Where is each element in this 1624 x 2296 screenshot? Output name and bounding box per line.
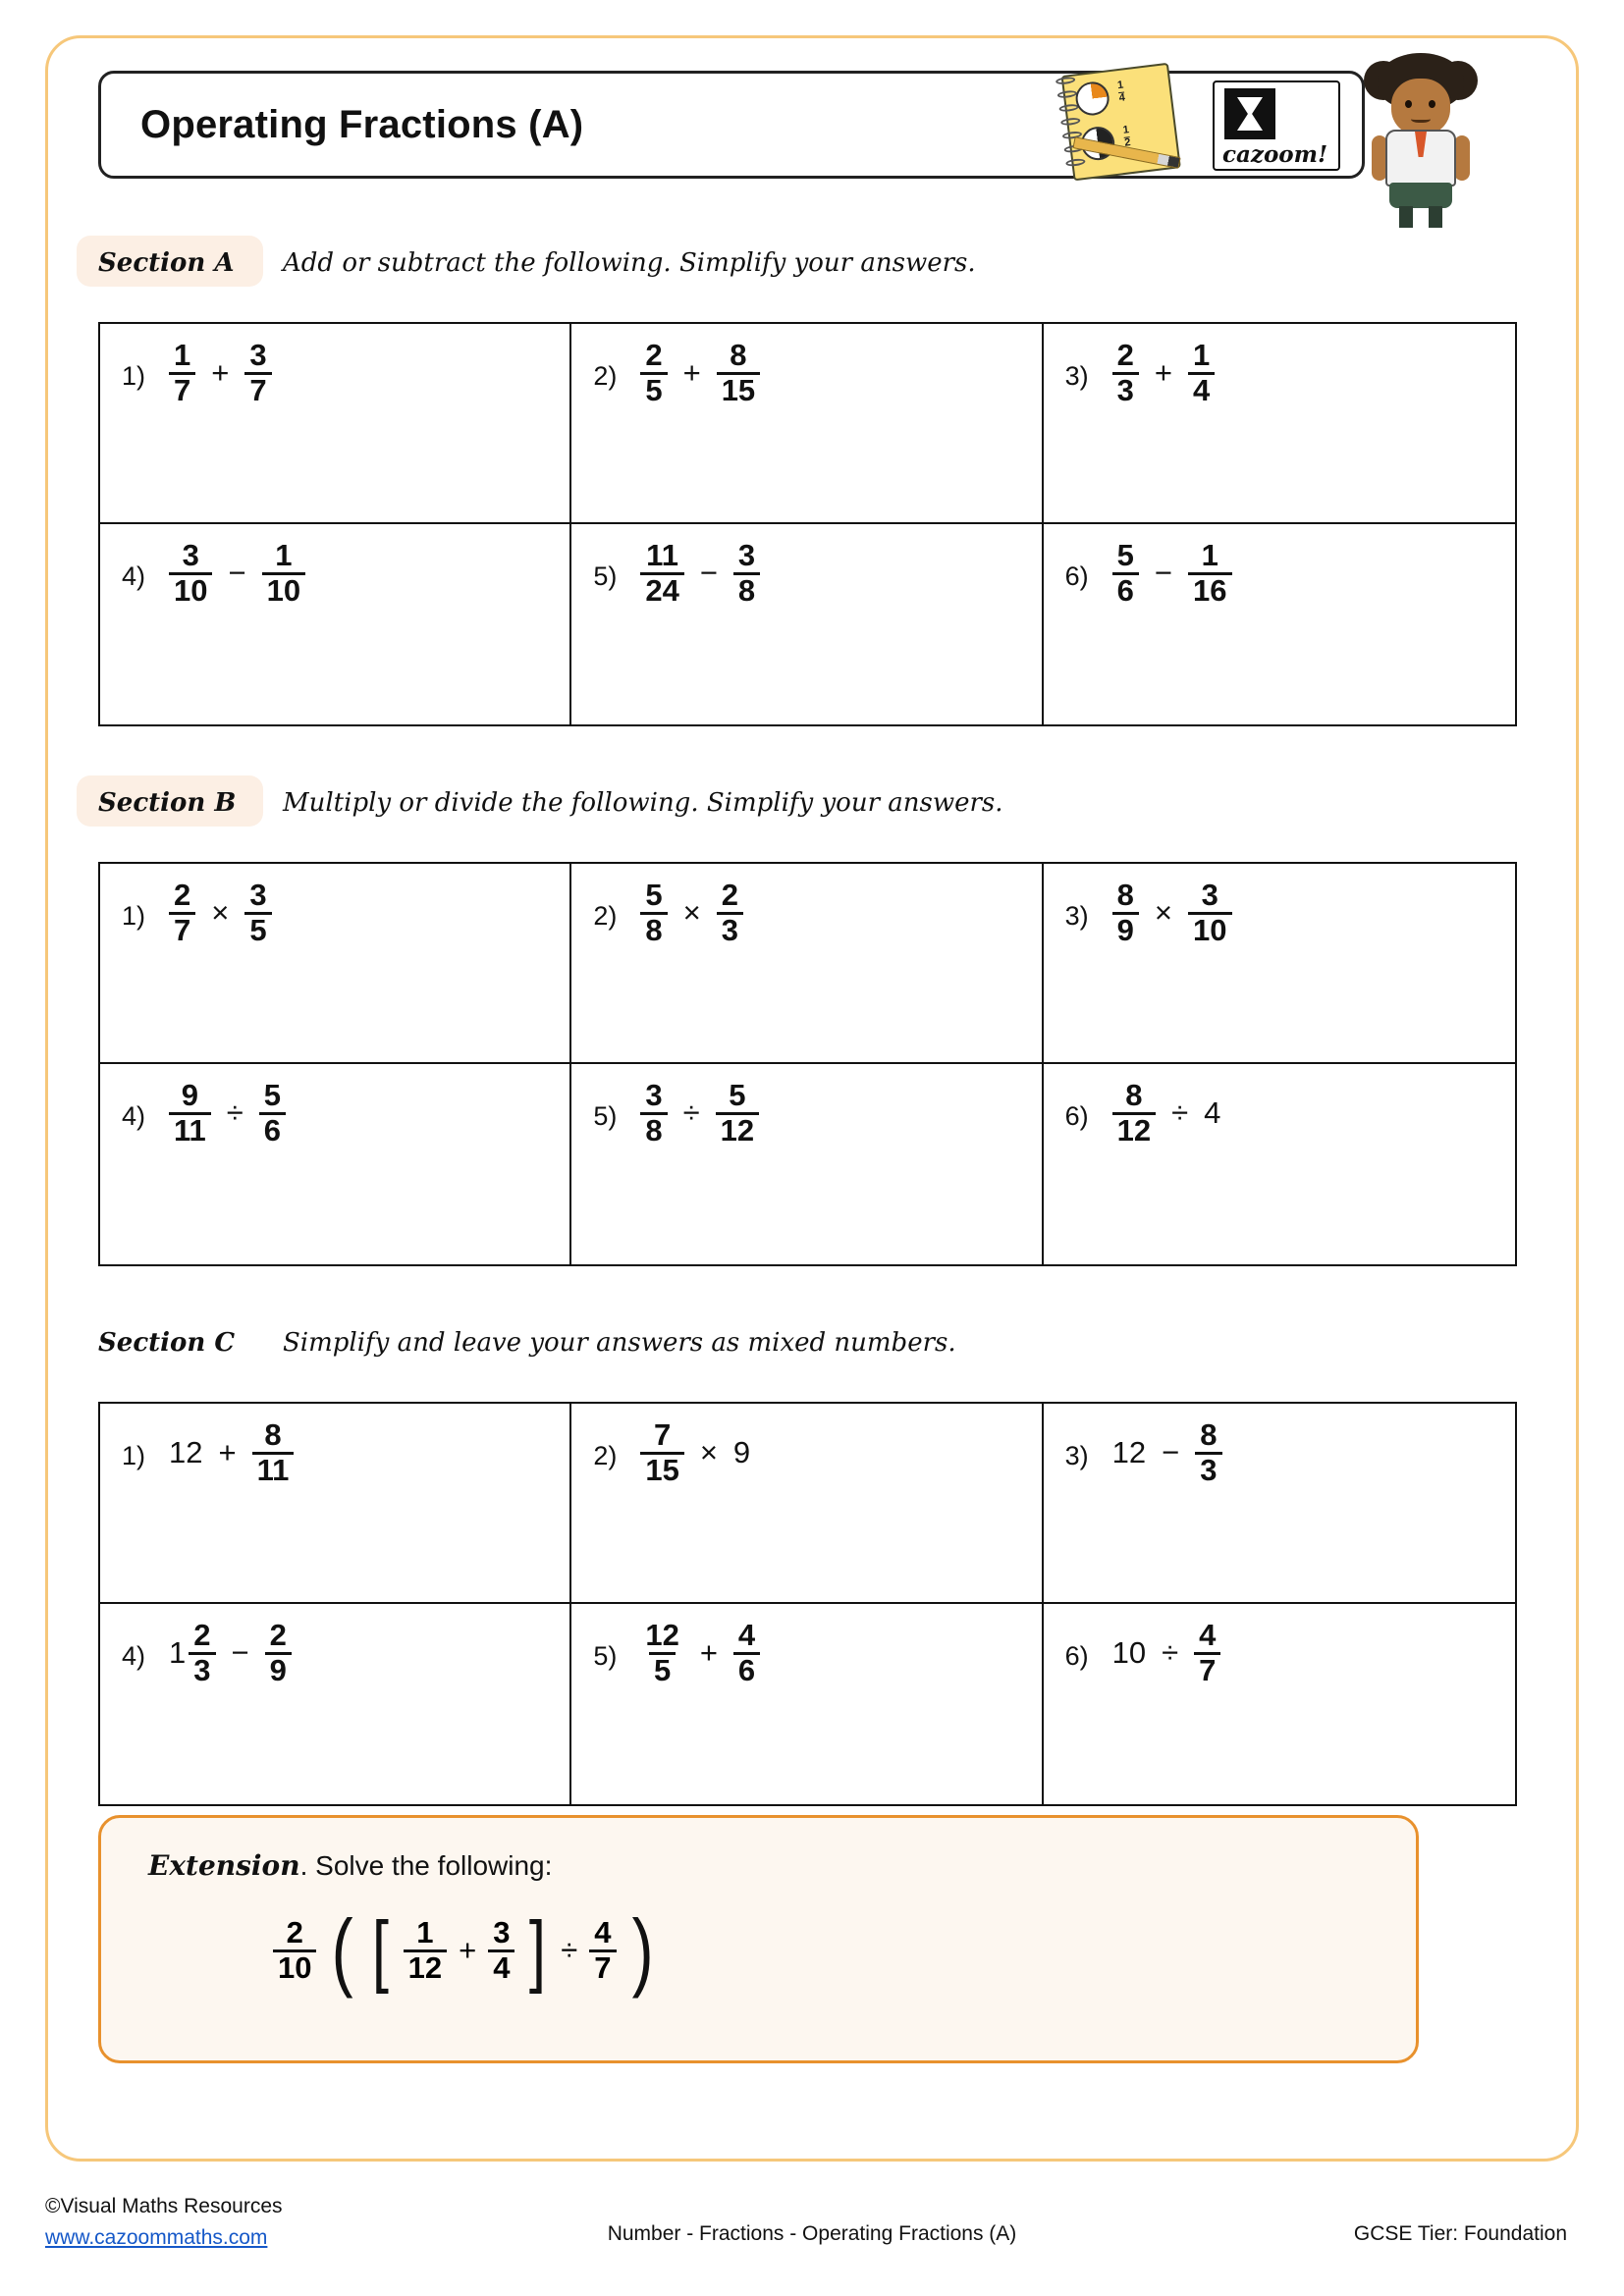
section-a-name: Section A	[98, 248, 235, 278]
section-a-heading	[77, 236, 1157, 287]
worksheet-header	[98, 71, 1419, 179]
expression: $\frac{1}{7}$ + $\frac{3}{7}$	[169, 338, 272, 408]
expression: $\frac{8}{9}$ × $\frac{3}{10}$	[1112, 878, 1232, 948]
expression: $\frac{5}{8}$ × $\frac{2}{3}$	[640, 878, 743, 948]
question-number: 4)	[122, 561, 146, 591]
question-number: 3)	[1064, 901, 1089, 931]
footer-topic: Number - Fractions - Operating Fractions (A)	[607, 2222, 1017, 2245]
section-b-heading	[77, 775, 1157, 827]
page-footer	[45, 2191, 1579, 2260]
expression: $\frac{5}{6}$ − $\frac{1}{16}$	[1112, 538, 1232, 609]
notepad-doodle-icon	[1049, 55, 1195, 193]
half-fraction-label: $\frac{1}{2}$	[1122, 124, 1132, 149]
question-cell[interactable]	[100, 864, 571, 1064]
operator: ÷	[561, 1933, 578, 1968]
question-cell[interactable]	[571, 524, 1043, 724]
extension-label: Extension	[148, 1849, 300, 1882]
question-number: 4)	[122, 1641, 146, 1671]
bracket-open: [	[371, 1905, 389, 1996]
question-cell[interactable]	[571, 864, 1043, 1064]
expression: 10 ÷ $\frac{4}{7}$	[1112, 1618, 1221, 1688]
question-cell[interactable]	[1044, 1404, 1515, 1604]
section-c-instruction: Simplify and leave your answers as mixed numbers.	[283, 1328, 956, 1358]
website-link[interactable]: www.cazoommaths.com	[45, 2225, 268, 2249]
question-number: 2)	[593, 361, 618, 391]
expression: $\frac{2}{5}$ + $\frac{8}{15}$	[640, 338, 760, 408]
question-number: 5)	[593, 1101, 618, 1131]
expression: $\frac{8}{12}$ ÷ 4	[1112, 1078, 1221, 1148]
paren-open: (	[332, 1901, 354, 1999]
fraction: $\frac{1}{12}$	[404, 1917, 447, 1984]
extension-expression[interactable]	[273, 1901, 657, 1999]
expression: 12 − $\frac{8}{3}$	[1112, 1417, 1222, 1488]
copyright-text: ©Visual Maths Resources	[45, 2195, 283, 2217]
operator: +	[459, 1933, 477, 1968]
question-cell[interactable]	[571, 1404, 1043, 1604]
section-a-question-grid	[98, 322, 1517, 726]
question-cell[interactable]	[1044, 1604, 1515, 1804]
expression: $\frac{2}{7}$ × $\frac{3}{5}$	[169, 878, 272, 948]
section-b-name: Section B	[98, 788, 237, 818]
question-number: 2)	[593, 1441, 618, 1470]
question-cell[interactable]	[571, 1604, 1043, 1804]
footer-tier: GCSE Tier: Foundation	[1353, 2222, 1567, 2245]
question-number: 6)	[1064, 561, 1089, 591]
expression: $\frac{7}{15}$ × 9	[640, 1417, 750, 1488]
expression: $\frac{3}{10}$ − $\frac{1}{10}$	[169, 538, 305, 609]
question-number: 5)	[593, 561, 618, 591]
quarter-fraction-label: $\frac{1}{4}$	[1116, 79, 1126, 104]
fraction: $\frac{2}{10}$	[273, 1917, 316, 1984]
question-cell[interactable]	[100, 1604, 571, 1804]
cazoom-wordmark: cazoom!	[1222, 141, 1328, 168]
question-number: 5)	[593, 1641, 618, 1671]
section-a-instruction: Add or subtract the following. Simplify your answers.	[283, 248, 976, 278]
question-number: 1)	[122, 1441, 146, 1470]
extension-title-rest: . Solve the following:	[299, 1850, 553, 1881]
question-number: 3)	[1064, 361, 1089, 391]
question-cell[interactable]	[571, 324, 1043, 524]
question-cell[interactable]	[1044, 1064, 1515, 1264]
question-cell[interactable]	[1044, 324, 1515, 524]
question-cell[interactable]	[100, 324, 571, 524]
bracket-close: ]	[529, 1905, 547, 1996]
question-cell[interactable]	[100, 1064, 571, 1264]
expression: $\frac{2}{3}$ + $\frac{1}{4}$	[1112, 338, 1216, 408]
question-number: 6)	[1064, 1641, 1089, 1671]
mascot-illustration	[1360, 53, 1483, 230]
section-c-heading	[77, 1315, 1157, 1366]
question-number: 6)	[1064, 1101, 1089, 1131]
question-cell[interactable]	[1044, 864, 1515, 1064]
expression: $\frac{11}{24}$ − $\frac{3}{8}$	[640, 538, 760, 609]
question-cell[interactable]	[571, 1064, 1043, 1264]
question-cell[interactable]	[100, 524, 571, 724]
question-number: 1)	[122, 361, 146, 391]
question-number: 2)	[593, 901, 618, 931]
paren-close: )	[631, 1901, 654, 1999]
fraction: $\frac{3}{4}$	[488, 1917, 514, 1984]
question-number: 3)	[1064, 1441, 1089, 1470]
extension-title	[148, 1849, 552, 1882]
cazoom-logo	[1213, 80, 1340, 171]
section-c-name: Section C	[98, 1328, 236, 1358]
section-b-instruction: Multiply or divide the following. Simplify your answers.	[283, 788, 1003, 818]
page-title: Operating Fractions (A)	[140, 103, 584, 146]
expression: 1 $\frac{2}{3}$ − $\frac{2}{9}$	[169, 1618, 292, 1688]
expression: $\frac{12}{5}$ + $\frac{4}{6}$	[640, 1618, 760, 1688]
cazoom-mark-icon	[1224, 88, 1275, 139]
section-b-question-grid	[98, 862, 1517, 1266]
expression: 12 + $\frac{8}{11}$	[169, 1417, 294, 1488]
extension-box	[98, 1815, 1419, 2063]
expression: $\frac{3}{8}$ ÷ $\frac{5}{12}$	[640, 1078, 759, 1148]
question-cell[interactable]	[100, 1404, 571, 1604]
fraction: $\frac{4}{7}$	[589, 1917, 616, 1984]
question-number: 4)	[122, 1101, 146, 1131]
expression: $\frac{9}{11}$ ÷ $\frac{5}{6}$	[169, 1078, 286, 1148]
section-c-question-grid	[98, 1402, 1517, 1806]
question-number: 1)	[122, 901, 146, 931]
question-cell[interactable]	[1044, 524, 1515, 724]
